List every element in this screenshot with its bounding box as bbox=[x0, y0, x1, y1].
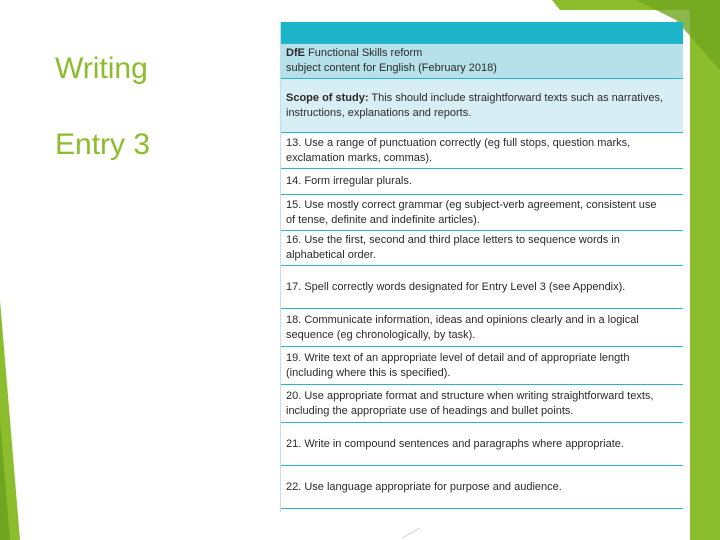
table-header bbox=[281, 43, 683, 78]
table-row bbox=[281, 265, 683, 308]
scope-label: Scope of study: bbox=[286, 91, 369, 104]
table-row bbox=[281, 346, 683, 384]
table-row bbox=[281, 465, 683, 508]
curriculum-table-image bbox=[280, 22, 683, 512]
row-text: 19. Write text of an appropriate level of detail and of appropriate length bbox=[286, 351, 630, 364]
table-row bbox=[281, 132, 683, 168]
table-row bbox=[281, 384, 683, 422]
table-bottom-border bbox=[281, 508, 683, 509]
row-text: 17. Spell correctly words designated for Entry Level 3 (see Appendix). bbox=[286, 280, 626, 293]
scope-text-1: This should include straightforward texts such as narratives, bbox=[368, 91, 664, 104]
row-text: 16. Use the first, second and third place letters to sequence words in bbox=[286, 234, 620, 246]
table-row bbox=[281, 168, 683, 194]
row-text: 20. Use appropriate format and structure when writing straightforward texts, bbox=[286, 389, 654, 402]
row-text: 18. Communicate information, ideas and opinions clearly and in a logical bbox=[286, 313, 639, 326]
header-line2: subject content for English (February 2018) bbox=[286, 62, 497, 74]
table-top-bar bbox=[281, 22, 683, 43]
scope-text-2: instructions, explanations and reports. bbox=[286, 106, 472, 119]
row-text: (including where this is specified). bbox=[286, 366, 451, 379]
row-text: 22. Use language appropriate for purpose and audience. bbox=[286, 480, 562, 493]
table-row bbox=[281, 422, 683, 465]
row-text: 13. Use a range of punctuation correctly (eg full stops, question marks, bbox=[286, 136, 631, 149]
scope-row bbox=[281, 78, 683, 132]
row-text: 14. Form irregular plurals. bbox=[286, 175, 412, 187]
row-text: 21. Write in compound sentences and paragraphs where appropriate. bbox=[286, 437, 624, 450]
row-text: exclamation marks, commas). bbox=[286, 151, 433, 164]
row-text: alphabetical order. bbox=[286, 249, 376, 261]
slide-title: Writing bbox=[55, 52, 148, 85]
row-text: sequence (eg chronologically, by task). bbox=[286, 328, 476, 341]
slide-subtitle: Entry 3 bbox=[55, 128, 151, 161]
row-text: 15. Use mostly correct grammar (eg subject-verb agreement, consistent use bbox=[286, 198, 657, 211]
header-line1: Functional Skills reform bbox=[304, 47, 423, 59]
table-row bbox=[281, 308, 683, 346]
table-row bbox=[281, 194, 683, 230]
row-text: including the appropriate use of headings and bullet points. bbox=[286, 404, 574, 417]
table-row bbox=[281, 230, 683, 265]
header-org: DfE bbox=[286, 47, 305, 59]
row-text: of tense, definite and indefinite articles). bbox=[286, 213, 480, 226]
